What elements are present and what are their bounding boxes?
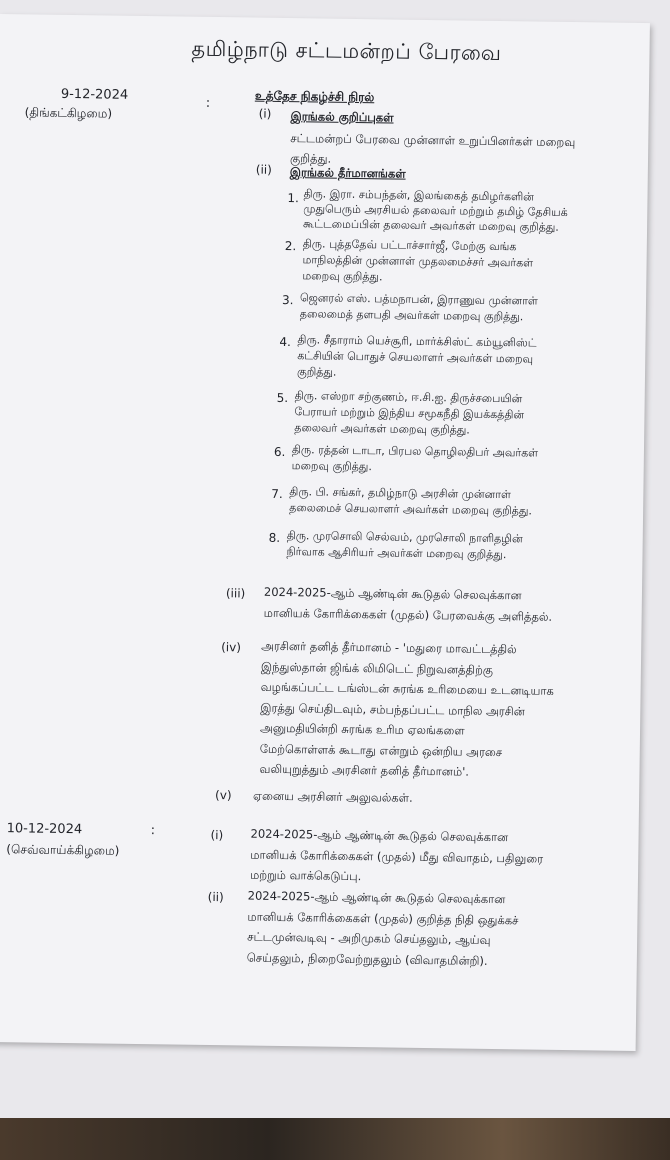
text-line: சட்டமன்றப் பேரவை முன்னாள் உறுப்பினர்கள் மறைவு xyxy=(290,131,576,150)
text-line: சட்டமுன்வடிவு - அறிமுகம் செய்தலும், ஆய்வு xyxy=(247,929,491,947)
text-line: 2024-2025-ஆம் ஆண்டின் கூடுதல் செலவுக்கான xyxy=(263,584,522,603)
text-line: 2024-2025-ஆம் ஆண்டின் கூடுதல் செலவுக்கான xyxy=(250,826,509,845)
text-line: இந்துஸ்தான் ஜிங்க் லிமிடெட் நிறுவனத்திற்கு xyxy=(260,659,494,677)
document-subtitle: உத்தேச நிகழ்ச்சி நிரல் xyxy=(254,88,375,105)
resolution-3-text xyxy=(300,290,538,325)
day2-weekday: (செவ்வாய்க்கிழமை) xyxy=(6,842,120,858)
text-line: செய்தலும், நிறைவேற்றுதலும் (விவாதமின்றி). xyxy=(246,950,488,968)
resolution-8-text xyxy=(286,528,522,563)
text-line: திரு. ரத்தன் டாடா, பிரபல தொழிலதிபர் அவர்கள் xyxy=(291,443,539,460)
text-line: வழங்கப்பட்ட டங்ஸ்டன் சுரங்க உரிமையை உடனடியாக xyxy=(260,679,554,698)
day2-item2-text xyxy=(247,886,519,972)
text-line: நிர்வாக ஆசிரியர் அவர்கள் மறைவு குறித்து. xyxy=(286,545,507,562)
resolution-5-number: 5. xyxy=(276,390,289,406)
agenda-page xyxy=(0,14,650,1051)
day1-item3-number: (iii) xyxy=(225,586,246,601)
resolution-4-text xyxy=(297,332,537,383)
text-line: திரு. இரா. சம்பந்தன், இலங்கைத் தமிழர்களின் xyxy=(303,187,534,204)
text-line: மறைவு குறித்து. xyxy=(291,459,372,474)
resolution-2-number: 2. xyxy=(284,238,297,254)
text-line: மாநிலத்தின் முன்னாள் முதலமைச்சர் அவர்கள் xyxy=(302,253,534,270)
text-line: குறித்து. xyxy=(289,151,332,166)
day2-colon: : xyxy=(150,823,156,839)
day1-item5-number: (v) xyxy=(215,788,232,803)
day1-item5-text xyxy=(253,786,413,809)
day1-item4-text xyxy=(259,636,554,784)
text-line: தலைமைச் செயலாளர் அவர்கள் மறைவு குறித்து. xyxy=(289,501,533,518)
text-line: மானியக் கோரிக்கைகள் (முதல்) குறித்த நிதி ஒதுக்கச் xyxy=(247,909,519,927)
resolution-6-number: 6. xyxy=(273,444,286,460)
resolution-2-text xyxy=(302,236,533,287)
text-line: வலியுறுத்தும் அரசினர் தனித் தீர்மானம்'. xyxy=(259,761,470,779)
day1-item3-text xyxy=(264,582,553,628)
text-line: பேராயர் மற்றும் இந்திய சமூகநீதி இயக்கத்தின் xyxy=(294,405,525,422)
resolution-7-number: 7. xyxy=(271,486,283,501)
text-line: மானியக் கோரிக்கைகள் (முதல்) பேரவைக்கு அளித்தல். xyxy=(263,605,553,624)
resolution-7-text xyxy=(289,484,532,519)
text-line: தலைவர் அவர்கள் மறைவு குறித்து. xyxy=(294,421,470,437)
resolution-3-number: 3. xyxy=(281,292,294,308)
text-line: குறித்து. xyxy=(296,365,337,379)
day2-date: 10-12-2024 xyxy=(6,821,83,838)
day1-item2-heading: இரங்கல் தீர்மானங்கள் xyxy=(289,165,406,181)
day2-item2-number: (ii) xyxy=(207,889,224,905)
day1-item4-number: (iv) xyxy=(221,640,242,655)
day2-item1-text xyxy=(250,824,544,890)
text-line: ஜெனரல் எஸ். பத்மநாபன், இராணுவ முன்னாள் xyxy=(299,291,538,308)
text-line: மேற்கொள்ளக் கூடாது என்றும் ஒன்றிய அரசை xyxy=(259,741,503,759)
text-line: திரு. புத்ததேவ் பட்டாச்சார்ஜீ, மேற்கு வங்க xyxy=(302,237,517,254)
text-line: மறைவு குறித்து. xyxy=(302,269,383,284)
document-title: தமிழ்நாடு சட்டமன்றப் பேரவை xyxy=(191,36,502,66)
text-line: முதுபெரும் அரசியல் தலைவர் மற்றும் தமிழ் தேசியக் xyxy=(303,202,568,219)
text-line: திரு. சீதாராம் யெச்சூரி, மார்க்சிஸ்ட் கம்யூனிஸ்ட் xyxy=(297,333,537,350)
resolution-6-text xyxy=(292,442,539,477)
day1-item1-number: (i) xyxy=(258,106,272,121)
text-line: மற்றும் வாக்கெடுப்பு. xyxy=(249,867,362,884)
text-line: திரு. முரசொலி செல்வம், முரசொலி நாளிதழின் xyxy=(286,529,523,546)
day1-item1-heading: இரங்கல் குறிப்புகள் xyxy=(290,109,394,125)
text-line: ஏனைய அரசினர் அலுவல்கள். xyxy=(253,788,413,805)
day1-colon: : xyxy=(205,95,211,111)
day1-item2-number: (ii) xyxy=(255,162,272,177)
resolution-8-number: 8. xyxy=(268,530,281,545)
text-line: திரு. பி. சங்கர், தமிழ்நாடு அரசின் முன்னாள் xyxy=(289,485,512,502)
day1-weekday: (திங்கட்கிழமை) xyxy=(24,105,113,121)
day1-date: 9-12-2024 xyxy=(60,86,129,103)
text-line: தலைமைத் தளபதி அவர்கள் மறைவு குறித்து. xyxy=(299,307,524,324)
text-line: திரு. எஸ்றா சற்குணம், ஈ.சி.ஐ. திருச்சபையின் xyxy=(294,389,523,406)
text-line: அனுமதியின்றி சுரங்க உரிம ஏலங்களை xyxy=(259,720,465,738)
text-line: மானியக் கோரிக்கைகள் (முதல்) மீது விவாதம், பதிலுரை xyxy=(250,847,544,866)
text-line: இரத்து செய்திடவும், சம்பந்தப்பட்ட மாநில அரசின் xyxy=(260,700,525,718)
resolution-5-text xyxy=(294,388,524,439)
background-floor xyxy=(0,1118,670,1160)
text-line: கூட்டமைப்பின் தலைவர் அவர்கள் மறைவு குறித்து. xyxy=(303,217,559,234)
text-line: கட்சியின் பொதுச் செயலாளர் அவர்கள் மறைவு xyxy=(297,349,534,366)
day2-item1-number: (i) xyxy=(210,828,224,843)
resolution-1-text xyxy=(303,186,568,235)
text-line: 2024-2025-ஆம் ஆண்டின் கூடுதல் செலவுக்கான xyxy=(247,888,506,907)
resolution-4-number: 4. xyxy=(279,334,291,350)
resolution-1-number: 1. xyxy=(287,191,300,206)
text-line: அரசினர் தனித் தீர்மானம் - 'மதுரை மாவட்டத்தில் xyxy=(261,638,517,657)
